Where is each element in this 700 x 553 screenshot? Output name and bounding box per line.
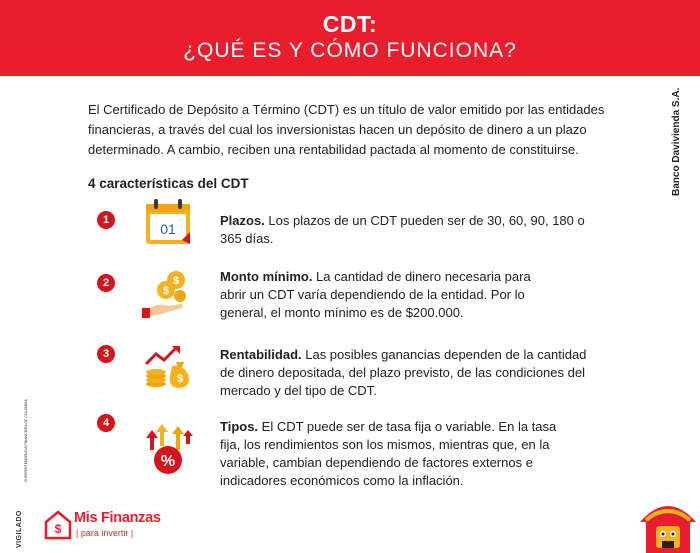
- feature-title: Rentabilidad.: [220, 347, 302, 362]
- intro-paragraph: El Certificado de Depósito a Término (CDT) es un título de valor emitido por las entidades financieras, a través del cual los inversionistas hacen un depósito de dinero a un plazo determinado. A cambio, reciben una rentabilidad pactada al momento de constituirse.: [88, 102, 605, 157]
- header-banner: [0, 0, 700, 76]
- feature-description: La cantidad de dinero necesaria para abrir un CDT varía dependiendo de la entidad. Por lo general, el monto mínimo es de $200.000.: [220, 269, 531, 320]
- svg-text:%: %: [160, 453, 176, 470]
- brand-name: Mis Finanzas: [74, 510, 161, 526]
- vigilado-label: VIGILADO: [16, 510, 23, 548]
- feature-text: [220, 418, 565, 490]
- vigilado-sub-label: SUPERINTENDENCIA FINANCIERA DE COLOMBIA: [24, 399, 28, 482]
- bank-label: Banco Davivienda S.A.: [671, 87, 682, 196]
- davivienda-house-icon: [636, 496, 700, 553]
- feature-title: Tipos.: [220, 419, 259, 434]
- feature-number: 3: [97, 345, 115, 363]
- svg-text:$: $: [176, 373, 184, 385]
- feature-text: [220, 346, 600, 400]
- feature-number: 4: [97, 414, 115, 432]
- coins-hand-icon: [142, 268, 194, 320]
- feature-number: 2: [97, 274, 115, 292]
- calendar-icon: [142, 196, 194, 248]
- feature-text: [220, 268, 560, 322]
- feature-title: Plazos.: [220, 213, 265, 228]
- feature-description: Los plazos de un CDT pueden ser de 30, 60, 90, 180 o 365 días.: [220, 213, 585, 246]
- calendar-day: 01: [160, 221, 176, 237]
- brand-logo-icon: [44, 510, 72, 540]
- feature-description: Las posibles ganancias dependen de la cantidad de dinero depositada, del plazo previsto, de las condiciones del mercado y del tipo de CDT.: [220, 347, 587, 398]
- money-growth-icon: [142, 342, 194, 394]
- feature-description: El CDT puede ser de tasa fija o variable. En la tasa fija, los rendimientos son los mismos, mientras que, en la variable, cambian dependiendo de factores externos e indicadores económicos como la inflación.: [220, 419, 557, 488]
- page-title: CDT:: [322, 11, 378, 37]
- rate-arrows-icon: [142, 424, 194, 476]
- brand-tagline: | para invertir |: [76, 528, 134, 538]
- page-subtitle: ¿QUÉ ES Y CÓMO FUNCIONA?: [183, 39, 517, 62]
- brand-logo: [44, 508, 174, 544]
- svg-text:$: $: [172, 275, 180, 287]
- feature-number: 1: [97, 211, 115, 229]
- section-title: 4 características del CDT: [88, 176, 249, 191]
- svg-text:$: $: [54, 522, 62, 536]
- svg-text:$: $: [162, 285, 170, 297]
- feature-title: Monto mínimo.: [220, 269, 313, 284]
- feature-text: [220, 212, 600, 248]
